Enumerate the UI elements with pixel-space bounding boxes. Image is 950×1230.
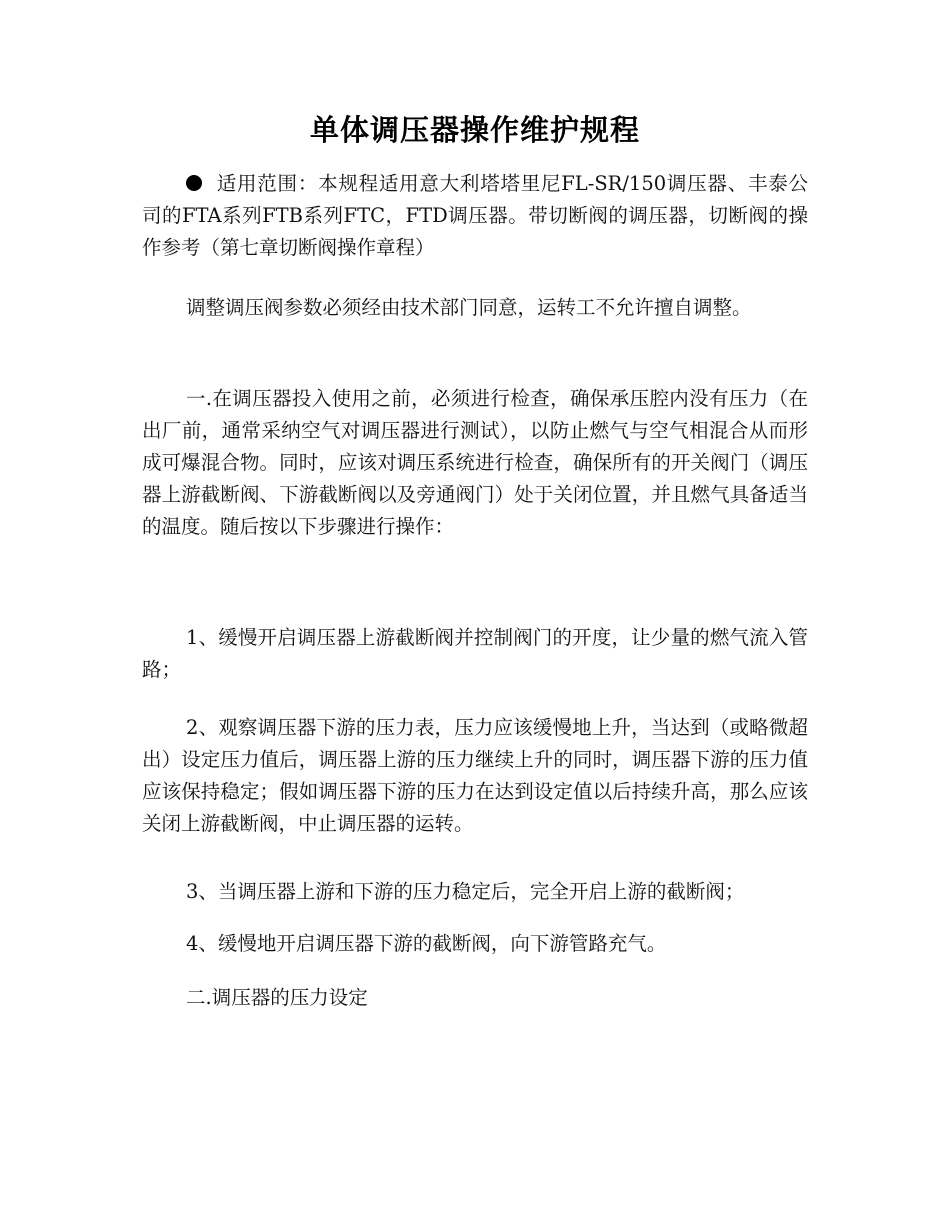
section-two-heading: 二.调压器的压力设定	[186, 986, 368, 1009]
paragraph-scope	[142, 168, 808, 264]
paragraph-step-3: 3、当调压器上游和下游的压力稳定后，完全开启上游的截断阀；	[186, 880, 745, 903]
paragraph-step-4: 4、缓慢地开启调压器下游的截断阀，向下游管路充气。	[186, 932, 667, 955]
paragraph-section-one: 一.在调压器投入使用之前，必须进行检查，确保承压腔内没有压力（在出厂前，通常采纳空气对调压器进行测试），以防止燃气与空气相混合从而形成可爆混合物。同时，应该对调压系统进行检查，确保所有的开关阀门（调压器上游截断阀、下游截断阀以及旁通阀门）处于关闭位置，并且燃气具备适当的温度。随后按以下步骤进行操作：	[142, 387, 808, 538]
paragraph-adjust-approval: 调整调压阀参数必须经由技术部门同意，运转工不允许擅自调整。	[186, 296, 752, 319]
paragraph-scope-text: 适用范围：本规程适用意大利塔塔里尼FL-SR/150调压器、丰泰公司的FTA系列FTB系列FTC，FTD调压器。带切断阀的调压器，切断阀的操作参考（第七章切断阀操作章程）	[142, 172, 808, 259]
paragraph-step-1: 1、缓慢开启调压器上游截断阀并控制阀门的开度，让少量的燃气流入管路；	[142, 626, 808, 681]
document-title: 单体调压器操作维护规程	[309, 113, 640, 147]
paragraph-step-2: 2、观察调压器下游的压力表，压力应该缓慢地上升，当达到（或略微超出）设定压力值后，调压器上游的压力继续上升的同时，调压器下游的压力值应该保持稳定；假如调压器下游的压力在达到设定值以后持续升高，那么应该关闭上游截断阀，中止调压器的运转。	[142, 716, 808, 835]
bullet-icon	[186, 175, 202, 191]
